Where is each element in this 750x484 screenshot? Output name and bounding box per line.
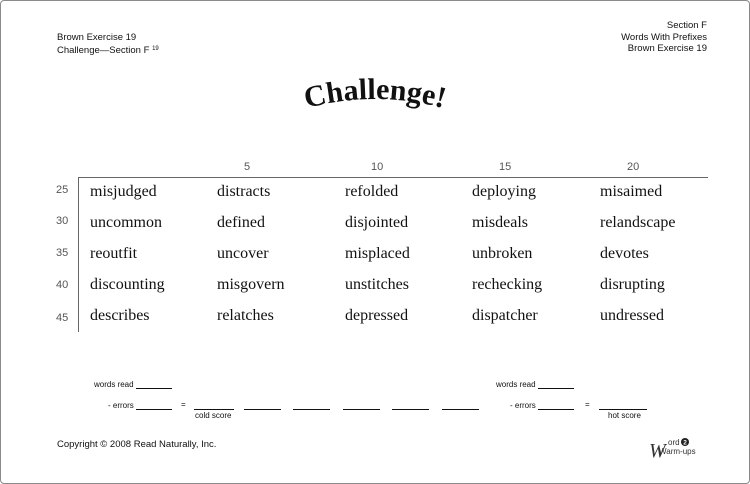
logo-warmups: Warm-ups <box>659 447 696 456</box>
word-cell: misplaced <box>345 245 410 262</box>
row-number: 35 <box>56 247 69 259</box>
word-cell: misgovern <box>217 276 285 293</box>
word-cell: relandscape <box>600 214 676 231</box>
column-number: 10 <box>371 161 384 173</box>
word-cell: distracts <box>217 183 271 200</box>
word-cell: depressed <box>345 307 409 324</box>
word-cell: misaimed <box>600 183 663 200</box>
words-read-right <box>496 379 574 389</box>
word-cell: unstitches <box>345 276 409 293</box>
word-cell: describes <box>90 307 150 324</box>
word-cell: misjudged <box>90 183 157 200</box>
logo-w: W <box>649 440 666 460</box>
svg-text:Challenge! <box>301 73 450 115</box>
word-cell: misdeals <box>472 214 528 231</box>
words-read-label: words read <box>496 380 536 389</box>
score-blank[interactable] <box>343 400 380 410</box>
errors-blank[interactable] <box>538 400 574 410</box>
table-left-rule <box>78 177 79 332</box>
header-right <box>621 20 707 55</box>
errors-left <box>108 400 172 410</box>
row-number: 25 <box>56 184 69 196</box>
words-read-label: words read <box>94 380 134 389</box>
equals-sign: = <box>585 400 590 409</box>
column-number: 15 <box>499 161 512 173</box>
score-blank[interactable] <box>293 400 330 410</box>
errors-blank[interactable] <box>136 400 172 410</box>
word-warmups-logo <box>648 436 708 460</box>
words-read-blank[interactable] <box>136 379 172 389</box>
header-left-exercise: Brown Exercise 19 <box>57 32 137 43</box>
header-right-section: Section F <box>666 20 707 31</box>
words-read-left <box>94 379 172 389</box>
word-cell: uncommon <box>90 214 162 231</box>
words-read-blank[interactable] <box>538 379 574 389</box>
page-title <box>0 66 750 126</box>
title-text: Challenge! <box>300 72 450 115</box>
header-left-sup: 19 <box>152 45 159 52</box>
word-cell: devotes <box>600 245 649 262</box>
word-cell: dispatcher <box>472 307 538 324</box>
row-number: 30 <box>56 215 69 227</box>
logo-ord: ord <box>668 438 680 447</box>
word-cell: deploying <box>472 183 536 200</box>
word-cell: refolded <box>345 183 399 200</box>
word-cell: relatches <box>217 307 274 324</box>
column-number: 5 <box>244 161 251 173</box>
header-left-section: Challenge—Section F $^{19}$ <box>57 44 159 56</box>
score-blank[interactable] <box>392 400 429 410</box>
row-number: 45 <box>56 312 69 324</box>
column-number: 20 <box>627 161 640 173</box>
word-cell: undressed <box>600 307 664 324</box>
header-left <box>57 32 159 56</box>
word-cell: disjointed <box>345 214 409 231</box>
word-cell: discounting <box>90 276 165 293</box>
header-right-exercise: Brown Exercise 19 <box>627 43 707 54</box>
cold-score-blank[interactable] <box>194 400 234 410</box>
word-cell: uncover <box>217 245 269 262</box>
cold-score-label: cold score <box>195 411 232 420</box>
word-cell: disrupting <box>600 276 665 293</box>
equals-sign: = <box>181 400 186 409</box>
header-right-topic: Words With Prefixes <box>621 31 707 43</box>
word-cell: defined <box>217 214 265 231</box>
copyright: Copyright © 2008 Read Naturally, Inc. <box>57 439 217 450</box>
word-cell: rechecking <box>472 276 543 293</box>
errors-right <box>510 400 574 410</box>
word-cell: reoutfit <box>90 245 138 262</box>
hot-score-label: hot score <box>608 411 641 420</box>
hot-score-blank[interactable] <box>599 400 647 410</box>
score-blank[interactable] <box>244 400 281 410</box>
logo-number: 2 <box>683 439 687 447</box>
score-blank[interactable] <box>442 400 479 410</box>
row-number: 40 <box>56 279 69 291</box>
errors-label: - errors <box>510 401 536 410</box>
table-top-rule <box>78 177 708 178</box>
word-cell: unbroken <box>472 245 533 262</box>
errors-label: - errors <box>108 401 134 410</box>
